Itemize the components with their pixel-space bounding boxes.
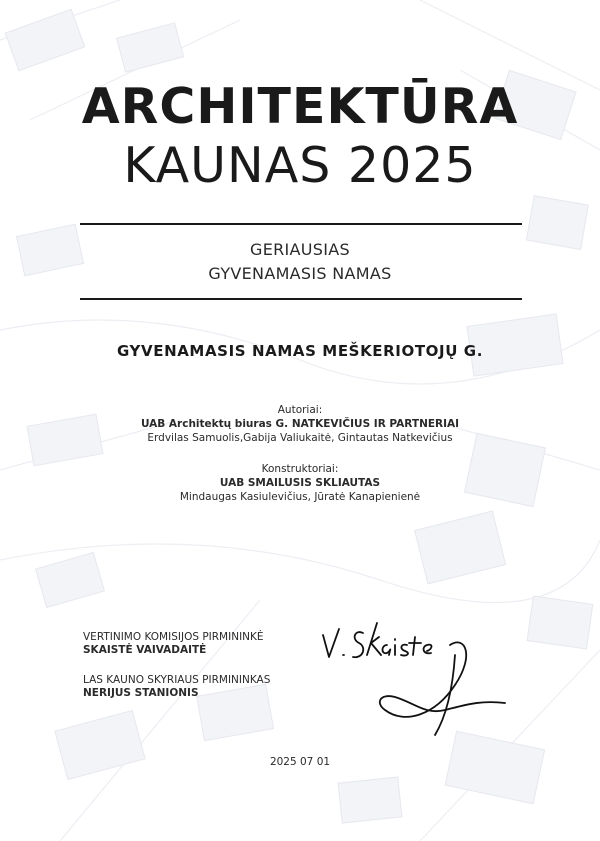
event-title-line2: KAUNAS 2025 bbox=[123, 137, 477, 194]
event-title-line1: ARCHITEKTŪRA bbox=[81, 78, 519, 135]
award-category-line2: GYVENAMASIS NAMAS bbox=[208, 264, 392, 283]
divider-top bbox=[80, 223, 522, 225]
divider-bottom bbox=[80, 298, 522, 300]
signatory-name-2: NERIJUS STANIONIS bbox=[83, 687, 199, 699]
constructors-label: Konstruktoriai: bbox=[261, 463, 339, 475]
authors-company: UAB Architektų biuras G. NATKEVIČIUS IR PARTNERIAI bbox=[140, 418, 460, 430]
handwritten-signatures bbox=[315, 615, 515, 755]
authors-names: Erdvilas Samuolis,Gabija Valiukaitė, Gintautas Natkevičius bbox=[147, 432, 453, 444]
signatory-role-2: LAS KAUNO SKYRIAUS PIRMININKAS bbox=[83, 674, 271, 686]
signatory-role-1: VERTINIMO KOMISIJOS PIRMININKĖ bbox=[83, 631, 264, 643]
authors-label: Autoriai: bbox=[277, 404, 323, 416]
project-name: GYVENAMASIS NAMAS MEŠKERIOTOJŲ G. bbox=[116, 342, 484, 360]
constructors-names: Mindaugas Kasiulevičius, Jūratė Kanapienienė bbox=[179, 491, 421, 503]
award-category-line1: GERIAUSIAS bbox=[250, 240, 350, 259]
signatory-name-1: SKAISTĖ VAIVADAITĖ bbox=[83, 644, 207, 656]
issue-date: 2025 07 01 bbox=[269, 756, 331, 768]
constructors-company: UAB SMAILUSIS SKLIAUTAS bbox=[219, 477, 381, 489]
